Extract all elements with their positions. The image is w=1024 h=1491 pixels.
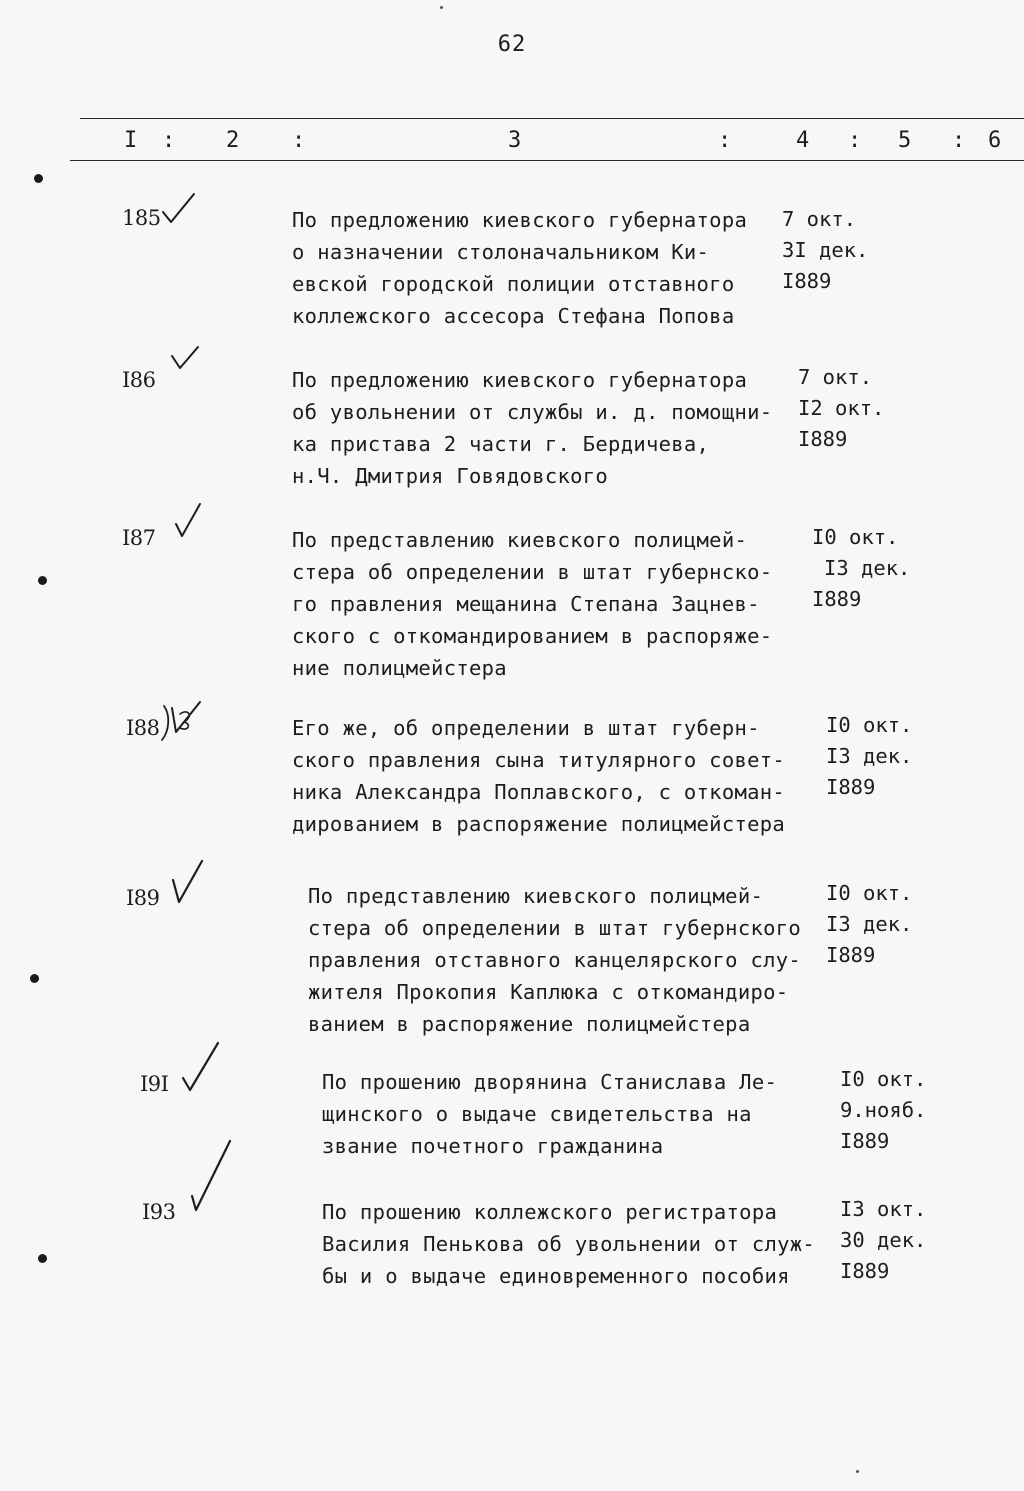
entry-number: 185 [122,206,161,230]
entry-text [292,204,747,332]
text-line: ского с откомандированием в распоряже- [292,624,773,648]
header-col-3: 3 [508,128,522,153]
header-sep-5: : [952,128,966,153]
text-line: стера об определении в штат губернско- [292,560,773,584]
entry-text [308,880,801,1040]
header-col-6: 6 [988,128,1002,153]
text-line: бы и о выдаче единовременного пособия [322,1264,790,1288]
date-start: 7 окт. [782,207,857,231]
text-line: звание почетного гражданина [322,1134,664,1158]
paper-speck [856,1470,859,1473]
entry-number: I86 [122,368,156,392]
text-line: об увольнении от службы и. д. помощни- [292,400,773,424]
page-number: 62 [497,32,527,57]
date-year: I889 [798,427,848,451]
date-end: 9.нояб. [840,1098,927,1122]
date-year: I889 [812,587,862,611]
text-line: ника Александра Поплавского, с откоман- [292,780,786,804]
header-sep-4: : [848,128,862,153]
binding-hole [34,174,43,183]
entry-number: I88 [126,716,160,740]
checkmark-icon [180,1040,222,1096]
text-line: Василия Пенькова об увольнении от служ- [322,1232,816,1256]
date-year: I889 [840,1129,890,1153]
date-start: 7 окт. [798,365,873,389]
date-end: I2 окт. [798,396,885,420]
header-col-5: 5 [898,128,912,153]
entry-number: I93 [142,1200,176,1224]
entry-text [322,1196,815,1292]
entry-text [292,364,772,492]
binding-hole [30,974,39,983]
date-end: I3 дек. [826,912,913,936]
entry-dates [798,362,884,455]
text-line: ского правления сына титулярного совет- [292,748,786,772]
text-line: щинского о выдаче свидетельства на [322,1102,752,1126]
text-line: правления отставного канцелярского слу- [308,948,802,972]
text-line: По представлению киевского полицмей- [308,884,764,908]
entry-dates [812,522,910,615]
text-line: дированием в распоряжение полицмейстера [292,812,786,836]
checkmark-icon [170,858,208,908]
text-line: По прошению дворянина Станислава Ле- [322,1070,778,1094]
entry-text [292,524,772,684]
entry-dates [840,1194,926,1287]
entry-dates [826,710,912,803]
text-line: о назначении столоначальником Ки- [292,240,710,264]
checkmark-icon [172,500,206,540]
text-line: ванием в распоряжение полицмейстера [308,1012,751,1036]
text-line: н.Ч. Дмитрия Говядовского [292,464,609,488]
date-start: I0 окт. [812,525,899,549]
entry-number: I9I [140,1072,169,1096]
text-line: евской городской полиции отставного [292,272,735,296]
checkmark-icon [160,696,208,744]
entry-text [292,712,785,840]
text-line: ние полицмейстера [292,656,507,680]
date-end: I3 дек. [824,556,911,580]
entry-number: I87 [122,526,156,550]
binding-hole [38,576,47,585]
entry-number: I89 [126,886,160,910]
header-sep-3: : [718,128,732,153]
paper-speck [440,6,443,9]
text-line: жителя Прокопия Каплюка с откомандиро- [308,980,789,1004]
table-header [0,128,1024,158]
text-line: го правления мещанина Степана Зацнев- [292,592,760,616]
date-year: I889 [826,775,876,799]
header-col-1: I [124,128,138,153]
date-start: I0 окт. [840,1067,927,1091]
entry-dates [782,204,868,297]
entry-dates [840,1064,926,1157]
date-year: I889 [782,269,832,293]
text-line: коллежского ассесора Стефана Попова [292,304,735,328]
text-line: По предложению киевского губернатора [292,208,748,232]
binding-hole [38,1254,47,1263]
checkmark-icon [168,344,204,372]
header-col-2: 2 [226,128,240,153]
text-line: стера об определении в штат губернского [308,916,802,940]
header-col-4: 4 [796,128,810,153]
date-year: I889 [826,943,876,967]
entry-dates [826,878,912,971]
date-end: 3I дек. [782,238,869,262]
checkmark-icon [160,190,200,230]
text-line: По прошению коллежского регистратора [322,1200,778,1224]
entry-text [322,1066,777,1162]
header-top-rule [80,118,1024,119]
date-start: I0 окт. [826,713,913,737]
text-line: Его же, об определении в штат губерн- [292,716,760,740]
date-year: I889 [840,1259,890,1283]
text-line: ка пристава 2 части г. Бердичева, [292,432,710,456]
checkmark-icon [186,1138,236,1216]
text-line: По предложению киевского губернатора [292,368,748,392]
date-start: I0 окт. [826,881,913,905]
header-bottom-rule [70,160,1024,161]
date-start: I3 окт. [840,1197,927,1221]
date-end: 30 дек. [840,1228,927,1252]
text-line: По представлению киевского полицмей- [292,528,748,552]
header-sep-2: : [292,128,306,153]
header-sep-1: : [162,128,176,153]
date-end: I3 дек. [826,744,913,768]
